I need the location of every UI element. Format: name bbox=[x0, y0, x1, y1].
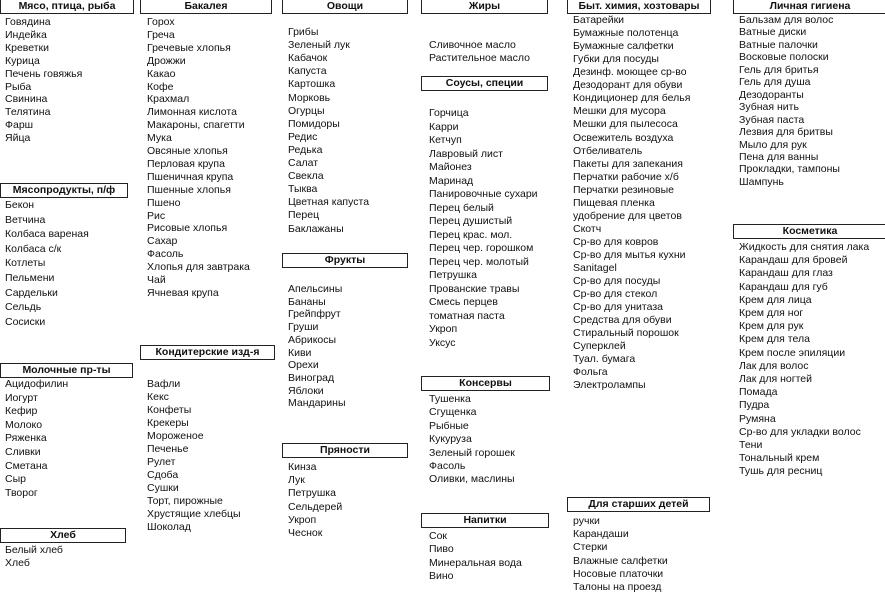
list-item: Груши bbox=[288, 321, 319, 334]
list-item: Ветчина bbox=[5, 213, 46, 226]
list-item: Огурцы bbox=[288, 104, 325, 117]
list-item: Восковые полоски bbox=[739, 51, 829, 64]
list-item: Горох bbox=[147, 16, 175, 28]
section-header: Косметика bbox=[733, 224, 885, 239]
list-item: Крем для тела bbox=[739, 333, 810, 346]
list-item: Творог bbox=[5, 486, 38, 499]
list-item: Дрожжи bbox=[147, 54, 186, 67]
list-item: Карри bbox=[429, 120, 459, 133]
list-item: Карандаш для бровей bbox=[739, 254, 848, 267]
list-item: Перец крас. мол. bbox=[429, 228, 513, 241]
list-item: Сыр bbox=[5, 473, 26, 486]
list-item: Бальзам для волос bbox=[739, 14, 834, 26]
list-item: Цветная капуста bbox=[288, 196, 370, 209]
list-item: Пиво bbox=[429, 543, 454, 556]
list-item: Абрикосы bbox=[288, 333, 337, 346]
list-item: Карандаш для губ bbox=[739, 280, 828, 293]
list-item: Ватные диски bbox=[739, 26, 807, 39]
list-item: Фольга bbox=[573, 366, 608, 379]
list-item: Сдоба bbox=[147, 469, 179, 481]
list-item: Румяна bbox=[739, 412, 776, 425]
list-item: Растительное масло bbox=[429, 52, 530, 65]
list-item: Креветки bbox=[5, 41, 50, 54]
list-item: Рисовые хлопья bbox=[147, 222, 228, 235]
list-item: Рис bbox=[147, 209, 166, 222]
list-item: Тональный крем bbox=[739, 452, 820, 465]
list-item: Прокладки, тампоны bbox=[739, 163, 840, 176]
list-item: Хрустящие хлебцы bbox=[147, 508, 241, 520]
list-item: Зубная паста bbox=[739, 113, 805, 126]
list-item: Прованские травы bbox=[429, 282, 520, 295]
list-item: Сосиски bbox=[5, 315, 46, 328]
list-item: Помидоры bbox=[288, 117, 340, 130]
list-item: Бекон bbox=[5, 199, 35, 211]
list-item: Мыло для рук bbox=[739, 138, 807, 151]
list-item: Носовые платочки bbox=[573, 567, 664, 580]
list-item: Вафли bbox=[147, 378, 181, 390]
list-item: Капуста bbox=[288, 65, 327, 78]
list-item: Хлеб bbox=[5, 557, 30, 569]
list-item: Электролампы bbox=[573, 379, 646, 392]
list-item: Колбаса вареная bbox=[5, 228, 89, 241]
list-item: Чеснок bbox=[288, 527, 323, 539]
list-item: Апельсины bbox=[288, 283, 343, 295]
list-item: Пищевая пленка bbox=[573, 196, 655, 209]
list-item: Гель для душа bbox=[739, 76, 811, 89]
list-item: Лавровый лист bbox=[429, 147, 503, 160]
list-item: Кабачок bbox=[288, 52, 328, 65]
section-header: Для старших детей bbox=[567, 497, 710, 512]
list-item: Киви bbox=[288, 346, 312, 359]
list-item: Стиральный порошок bbox=[573, 327, 679, 340]
list-item: Бананы bbox=[288, 295, 326, 308]
list-item: Влажные салфетки bbox=[573, 554, 668, 567]
list-item: Кофе bbox=[147, 80, 174, 93]
list-item: Редис bbox=[288, 130, 318, 143]
list-item: Ср-во для ковров bbox=[573, 235, 659, 248]
section-header: Личная гигиена bbox=[733, 0, 885, 14]
list-item: Горчица bbox=[429, 107, 469, 119]
list-item: Кукуруза bbox=[429, 433, 472, 446]
list-item: Карандаши bbox=[573, 528, 629, 541]
list-item: Телятина bbox=[5, 106, 51, 119]
section-header: Кондитерские изд-я bbox=[140, 345, 275, 360]
section-header: Овощи bbox=[282, 0, 408, 14]
list-item: Кондиционер для белья bbox=[573, 92, 691, 105]
list-item: Карандаш для глаз bbox=[739, 267, 833, 280]
list-item: Колбаса с/к bbox=[5, 242, 62, 255]
list-item: Морковь bbox=[288, 91, 331, 104]
list-item: Sanitagel bbox=[573, 262, 617, 274]
section-header: Мясо, птица, рыба bbox=[0, 0, 134, 14]
list-item: Гель для бритья bbox=[739, 63, 819, 76]
list-item: Пшено bbox=[147, 196, 181, 209]
list-item: Талоны на проезд bbox=[573, 581, 662, 593]
section-header: Хлеб bbox=[0, 528, 126, 543]
list-item: Вино bbox=[429, 569, 454, 582]
list-item: Редька bbox=[288, 143, 323, 156]
list-item: Дезодорант для обуви bbox=[573, 79, 683, 92]
section-header: Бакалея bbox=[140, 0, 272, 14]
list-item: Перчатки резиновые bbox=[573, 183, 674, 196]
list-item: Бумажные салфетки bbox=[573, 40, 674, 53]
list-item: Яблоки bbox=[288, 384, 324, 397]
list-item: Какао bbox=[147, 67, 176, 80]
list-item: Орехи bbox=[288, 359, 319, 372]
list-item: Пакеты для запекания bbox=[573, 157, 683, 170]
list-item: Помада bbox=[739, 386, 778, 399]
section-header: Мясопродукты, п/ф bbox=[0, 183, 128, 198]
list-item: Сметана bbox=[5, 459, 48, 472]
list-item: Индейка bbox=[5, 28, 47, 41]
list-item: Ряженка bbox=[5, 432, 47, 445]
list-item: Сушки bbox=[147, 482, 179, 494]
list-item: Перчатки рабочие х/б bbox=[573, 170, 679, 183]
list-item: Пшенные хлопья bbox=[147, 183, 231, 196]
list-item: Котлеты bbox=[5, 257, 46, 270]
list-item: томатная паста bbox=[429, 309, 505, 322]
list-item: Отбеливатель bbox=[573, 144, 643, 157]
list-item: Дезинф. моющее ср-во bbox=[573, 66, 687, 79]
list-item: Пудра bbox=[739, 399, 770, 412]
list-item: Сливочное масло bbox=[429, 39, 516, 51]
list-item: Шампунь bbox=[739, 175, 784, 188]
list-item: Крем для лица bbox=[739, 293, 812, 306]
list-item: Перец bbox=[288, 209, 320, 222]
list-item: Кинза bbox=[288, 461, 317, 473]
list-item: Ячневая крупа bbox=[147, 286, 219, 299]
list-item: Мука bbox=[147, 132, 172, 145]
list-item: Перец душистый bbox=[429, 215, 513, 227]
list-item: Ср-во для укладки волос bbox=[739, 425, 861, 438]
list-item: Крем для рук bbox=[739, 320, 804, 333]
list-item: Крекеры bbox=[147, 417, 189, 429]
list-item: Белый хлеб bbox=[5, 544, 63, 556]
list-item: Иогурт bbox=[5, 391, 38, 404]
list-item: Губки для посуды bbox=[573, 53, 659, 66]
list-item: Зеленый горошек bbox=[429, 446, 515, 459]
list-item: Пельмени bbox=[5, 272, 55, 284]
list-item: Тушь для ресниц bbox=[739, 465, 823, 478]
section-header: Напитки bbox=[421, 513, 549, 528]
list-item: Сгущенка bbox=[429, 406, 477, 419]
list-item: Греча bbox=[147, 28, 175, 41]
list-item: Мешки для пылесоса bbox=[573, 118, 678, 131]
list-item: Гречевые хлопья bbox=[147, 41, 231, 54]
list-item: Кетчуп bbox=[429, 134, 462, 146]
list-item: Панировочные сухари bbox=[429, 188, 538, 200]
list-item: Бумажные полотенца bbox=[573, 27, 679, 40]
list-item: Тени bbox=[739, 439, 763, 451]
section-header: Быт. химия, хозтовары bbox=[567, 0, 711, 14]
section-header: Консервы bbox=[421, 376, 550, 391]
list-item: Батарейки bbox=[573, 14, 625, 26]
list-item: Сахар bbox=[147, 235, 178, 248]
list-item: Свинина bbox=[5, 93, 48, 106]
list-item: Ср-во для мытья кухни bbox=[573, 248, 686, 261]
list-item: Фасоль bbox=[429, 460, 466, 472]
list-item: Ср-во для посуды bbox=[573, 275, 661, 287]
list-item: Смесь перцев bbox=[429, 296, 498, 308]
list-item: Рулет bbox=[147, 456, 176, 468]
list-item: Тушенка bbox=[429, 393, 471, 405]
list-item: Овсяные хлопья bbox=[147, 145, 228, 157]
list-item: Минеральная вода bbox=[429, 556, 522, 569]
list-item: Перец чер. молотый bbox=[429, 255, 529, 268]
list-item: Кефир bbox=[5, 405, 38, 418]
list-item: Зеленый лук bbox=[288, 39, 350, 52]
list-item: Лезвия для бритвы bbox=[739, 126, 833, 138]
list-item: Конфеты bbox=[147, 404, 192, 416]
list-item: ручки bbox=[573, 515, 600, 527]
list-item: Тыква bbox=[288, 183, 318, 196]
section-header: Пряности bbox=[282, 443, 408, 458]
list-item: Стерки bbox=[573, 541, 608, 554]
list-item: Ср-во для унитаза bbox=[573, 301, 663, 314]
list-item: Петрушка bbox=[288, 487, 336, 500]
list-item: Баклажаны bbox=[288, 222, 344, 235]
list-item: Шоколад bbox=[147, 521, 191, 533]
list-item: Сливки bbox=[5, 446, 41, 458]
list-item: Макароны, спагетти bbox=[147, 119, 245, 132]
list-item: удобрение для цветов bbox=[573, 209, 682, 222]
list-item: Хлопья для завтрака bbox=[147, 261, 250, 274]
list-item: Крахмал bbox=[147, 93, 190, 106]
list-item: Мешки для мусора bbox=[573, 105, 666, 118]
section-header: Молочные пр-ты bbox=[0, 363, 133, 378]
list-item: Уксус bbox=[429, 336, 456, 349]
list-item: Лак для волос bbox=[739, 359, 809, 372]
list-item: Сок bbox=[429, 530, 448, 542]
list-item: Оливки, маслины bbox=[429, 473, 515, 486]
list-item: Петрушка bbox=[429, 269, 477, 281]
list-item: Сардельки bbox=[5, 286, 58, 299]
list-item: Пшеничная крупа bbox=[147, 170, 234, 183]
list-item: Лук bbox=[288, 474, 305, 487]
list-item: Крем после эпиляции bbox=[739, 346, 846, 359]
list-item: Туал. бумага bbox=[573, 353, 636, 366]
list-item: Рыбные bbox=[429, 419, 469, 432]
list-item: Сельдь bbox=[5, 301, 42, 314]
list-item: Лимонная кислота bbox=[147, 106, 237, 119]
list-item: Свекла bbox=[288, 170, 324, 183]
list-item: Перловая крупа bbox=[147, 157, 225, 170]
list-item: Укроп bbox=[429, 323, 458, 335]
list-item: Ср-во для стекол bbox=[573, 288, 658, 301]
list-item: Лак для ногтей bbox=[739, 373, 812, 385]
list-item: Грейпфрут bbox=[288, 308, 341, 321]
section-header: Жиры bbox=[421, 0, 548, 14]
list-item: Пена для ванны bbox=[739, 150, 819, 163]
list-item: Грибы bbox=[288, 26, 319, 38]
list-item: Перец белый bbox=[429, 201, 494, 214]
list-item: Освежитель воздуха bbox=[573, 131, 674, 144]
list-item: Чай bbox=[147, 274, 166, 286]
list-item: Дезодоранты bbox=[739, 88, 804, 101]
list-item: Ватные палочки bbox=[739, 38, 818, 51]
list-item: Торт, пирожные bbox=[147, 495, 223, 507]
list-item: Суперклей bbox=[573, 340, 626, 353]
list-item: Маринад bbox=[429, 174, 474, 187]
list-item: Жидкость для снятия лака bbox=[739, 241, 870, 253]
list-item: Картошка bbox=[288, 78, 336, 91]
list-item: Молоко bbox=[5, 418, 43, 431]
list-item: Фарш bbox=[5, 119, 34, 132]
list-item: Печенье bbox=[147, 443, 189, 455]
list-item: Печень говяжья bbox=[5, 67, 83, 80]
list-item: Рыба bbox=[5, 80, 32, 93]
list-item: Зубная нить bbox=[739, 101, 799, 114]
list-item: Крем для ног bbox=[739, 307, 804, 319]
list-item: Мороженое bbox=[147, 430, 204, 442]
list-item: Перец чер. горошком bbox=[429, 242, 534, 254]
list-item: Курица bbox=[5, 54, 40, 67]
list-item: Салат bbox=[288, 157, 319, 169]
list-item: Майонез bbox=[429, 161, 472, 173]
list-item: Мандарины bbox=[288, 397, 346, 410]
section-header: Фрукты bbox=[282, 253, 408, 268]
list-item: Фасоль bbox=[147, 248, 184, 261]
section-header: Соусы, специи bbox=[421, 76, 548, 91]
list-item: Виноград bbox=[288, 371, 335, 384]
list-item: Говядина bbox=[5, 16, 51, 28]
list-item: Яйца bbox=[5, 132, 31, 145]
list-item: Ацидофилин bbox=[5, 378, 69, 390]
list-item: Средства для обуви bbox=[573, 314, 672, 327]
list-item: Кекс bbox=[147, 391, 169, 403]
list-item: Укроп bbox=[288, 513, 317, 526]
list-item: Скотч bbox=[573, 222, 602, 235]
list-item: Сельдерей bbox=[288, 500, 343, 513]
